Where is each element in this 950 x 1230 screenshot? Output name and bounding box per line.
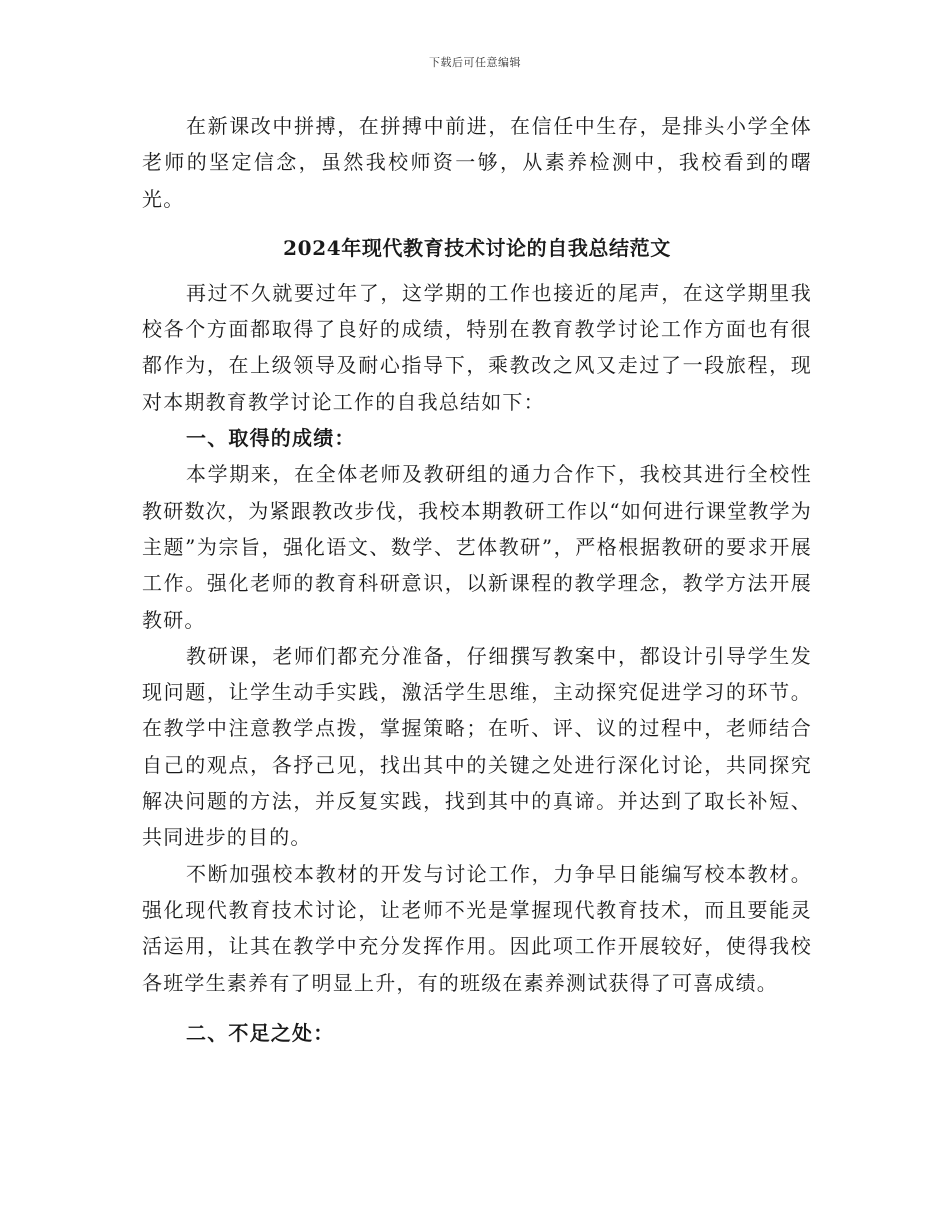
section-heading-achievements: 一、取得的成绩：: [186, 426, 356, 451]
achievements-paragraph-2: 教研课，老师们都充分准备，仔细撰写教案中，都设计引导学生发现问题，让学生动手实践，激活学生思维，主动探究促进学习的环节。在教学中注意教学点拨，掌握策略；在听、评、议的过程中，老师结合自己的观点，各抒己见，找出其中的关键之处进行深化讨论，共同探究解决问题的方法，并反复实践，找到其中的真谛。并达到了取长补短、共同进步的目的。: [142, 643, 812, 850]
document-body: [142, 108, 812, 1051]
section-heading-shortcomings: 二、不足之处：: [186, 1020, 335, 1045]
page-header: 下载后可任意编辑: [429, 56, 521, 69]
opening-paragraph: 再过不久就要过年了，这学期的工作也接近的尾声，在这学期里我校各个方面都取得了良好的成绩，特别在教育教学讨论工作方面也有很都作为，在上级领导及耐心指导下，乘教改之风又走过了一段旅程，现对本期教育教学讨论工作的自我总结如下：: [142, 280, 812, 414]
achievements-paragraph-3: 不断加强校本教材的开发与讨论工作，力争早日能编写校本教材。强化现代教育技术讨论，让老师不光是掌握现代教育技术，而且要能灵活运用，让其在教学中充分发挥作用。因此项工作开展较好，使得我校各班学生素养有了明显上升，有的班级在素养测试获得了可喜成绩。: [142, 861, 812, 995]
intro-paragraph: 在新课改中拼搏，在拼搏中前进，在信任中生存，是排头小学全体老师的坚定信念，虽然我校师资一够，从素养检测中，我校看到的曙光。: [142, 114, 812, 211]
document-title: 2024年现代教育技术讨论的自我总结范文: [283, 235, 671, 260]
achievements-paragraph-1: 本学期来，在全体老师及教研组的通力合作下，我校其进行全校性教研数次，为紧跟教改步伐，我校本期教研工作以“如何进行课堂教学为主题”为宗旨，强化语文、数学、艺体教研”，严格根据教研的要求开展工作。强化老师的教育科研意识，以新课程的教学理念，教学方法开展教研。: [142, 462, 812, 632]
